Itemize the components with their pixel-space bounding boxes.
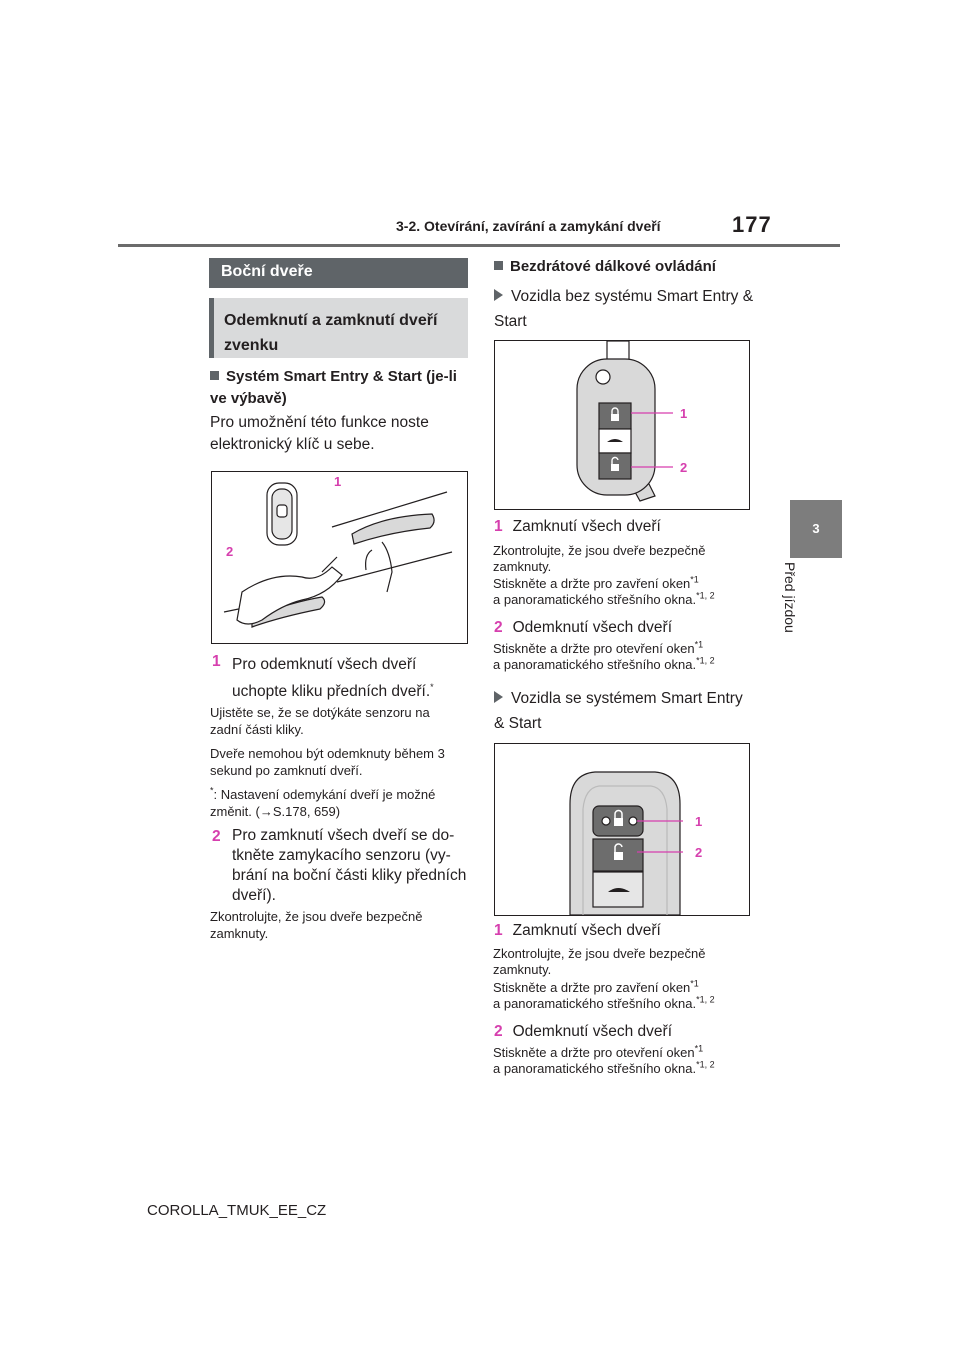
remote1-close-windows-note: Stiskněte a držte pro zavření oken$^{*1}$ a panoramatického střešního okna.$^{*1, 2}$ — [493, 574, 715, 607]
section-title: Boční dveře — [209, 258, 468, 288]
square-bullet-icon — [210, 371, 219, 380]
figure-callout-2: 2 — [680, 460, 688, 475]
door-handle-illustration — [212, 472, 467, 643]
footnote: *: Nastavení odemykání dveří je možné změnit. (→S.178, 659) — [210, 785, 436, 819]
remote2-item-1: 1 Zamknutí všech dveří — [494, 922, 661, 939]
remote2-item-1-note: Zkontrolujte, že jsou dveře bezpečně zamknuty. — [493, 946, 706, 977]
variant-with-smart-entry: Vozidla se systémem Smart Entry & Start — [494, 690, 743, 732]
figure-callout-1: 1 — [680, 406, 688, 421]
subsection-title: Odemknutí a zamknutí dveří zvenku — [209, 298, 468, 358]
figure-callout-1: 1 — [334, 474, 342, 489]
step-number: 1 — [212, 653, 221, 670]
smart-key-illustration — [495, 744, 749, 915]
arrow-icon: → — [259, 804, 273, 819]
remote1-item-1: 1 Zamknutí všech dveří — [494, 518, 661, 535]
page-number: 177 — [732, 212, 772, 237]
remote-heading: Bezdrátové dálkové ovládání — [494, 256, 754, 278]
triangle-bullet-icon — [494, 289, 503, 301]
document-code: COROLLA_TMUK_EE_CZ — [147, 1202, 327, 1219]
remote1-item-2: 2 Odemknutí všech dveří — [494, 619, 672, 636]
triangle-bullet-icon — [494, 691, 503, 703]
figure-callout-2: 2 — [695, 845, 703, 860]
remote1-item-1-note: Zkontrolujte, že jsou dveře bezpečně zamknuty. — [493, 543, 706, 574]
remote2-item-2: 2 Odemknutí všech dveří — [494, 1023, 672, 1040]
remote1-open-windows-note: Stiskněte a držte pro otevření oken$^{*1}$ a panoramatického střešního okna.$^{*1, 2}$ — [493, 639, 715, 672]
intro-text: Pro umožnění této funkce noste elektronický klíč u sebe. — [210, 414, 429, 453]
smart-key-figure — [494, 743, 750, 916]
flip-key-figure — [494, 340, 750, 510]
header-rule — [118, 244, 840, 247]
chapter-tab: 3 — [790, 500, 842, 558]
remote2-open-windows-note: Stiskněte a držte pro otevření oken$^{*1}$ a panoramatického střešního okna.$^{*1, 2}$ — [493, 1043, 715, 1076]
door-handle-figure — [211, 471, 468, 644]
flip-key-illustration — [495, 341, 749, 509]
step-number: 2 — [212, 828, 221, 845]
square-bullet-icon — [494, 261, 503, 270]
step-2-note: Zkontrolujte, že jsou dveře bezpečně zamknuty. — [210, 909, 423, 941]
page-reference-link[interactable]: S.178, 659) — [272, 804, 341, 819]
step-1-note-sensor: Ujistěte se, že se dotýkáte senzoru na zadní části kliky. — [210, 705, 430, 737]
step-2: 2 Pro zamknutí všech dveří se do-tkněte zamykacího senzoru (vy-brání na boční části kliky předních dveří). — [212, 827, 467, 904]
remote2-close-windows-note: Stiskněte a držte pro zavření oken$^{*1}$ a panoramatického střešního okna.$^{*1, 2}$ — [493, 978, 715, 1011]
variant-without-smart-entry: Vozidla bez systému Smart Entry & Start — [494, 288, 754, 330]
chapter-tab-label: Před jízdou — [782, 562, 798, 633]
running-header: 3-2. Otevírání, zavírání a zamykání dveří — [396, 218, 661, 234]
figure-callout-1: 1 — [695, 814, 703, 829]
smart-entry-heading: Systém Smart Entry & Start (je-li ve výbavě) — [210, 368, 457, 407]
step-1-note-delay: Dveře nemohou být odemknuty během 3 sekund po zamknutí dveří. — [210, 746, 445, 778]
step-1: 1 Pro odemknutí všech dveří uchopte kliku předních dveří.* — [212, 653, 434, 700]
figure-callout-2: 2 — [226, 544, 234, 559]
